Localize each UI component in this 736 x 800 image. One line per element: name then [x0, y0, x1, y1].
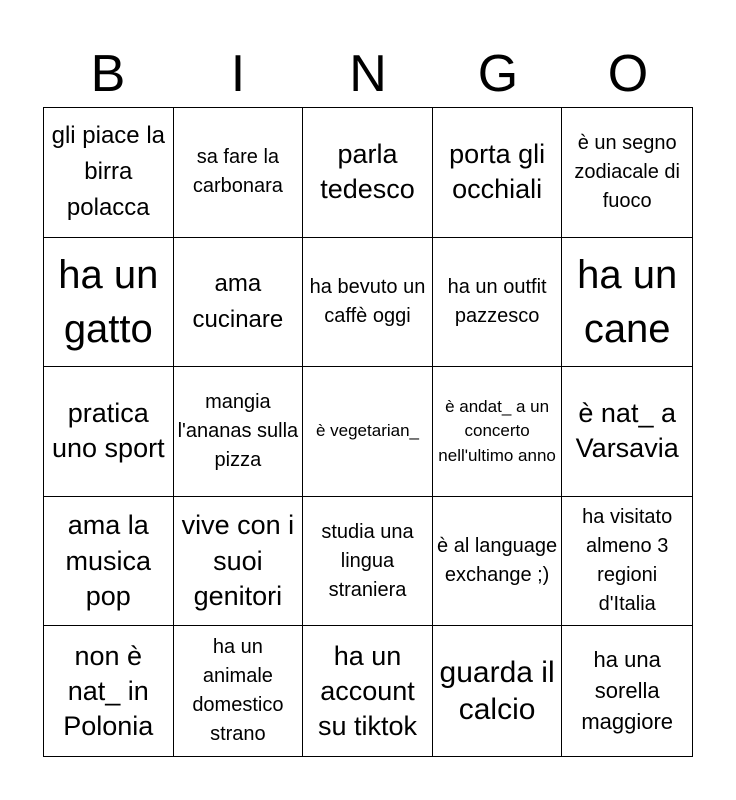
bingo-cell[interactable]: parla tedesco: [303, 108, 433, 238]
bingo-cell[interactable]: pratica uno sport: [44, 367, 174, 497]
bingo-cell[interactable]: è nat_ a Varsavia: [562, 367, 692, 497]
header-letter-o: O: [607, 45, 649, 103]
bingo-cell[interactable]: ha visitato almeno 3 regioni d'Italia: [562, 497, 692, 627]
bingo-cell[interactable]: ha una sorella maggiore: [581, 647, 674, 734]
bingo-header: [43, 40, 693, 108]
bingo-cell[interactable]: ha un gatto: [44, 238, 174, 368]
bingo-cell[interactable]: studia una lingua straniera: [303, 497, 433, 627]
bingo-cell[interactable]: sa fare la carbonara: [174, 108, 304, 238]
header-letter-i: I: [230, 45, 246, 103]
bingo-cell[interactable]: non è nat_ in Polonia: [44, 626, 174, 756]
bingo-cell[interactable]: è vegetarian_: [303, 367, 433, 497]
bingo-cell[interactable]: ama cucinare: [174, 238, 304, 368]
bingo-cell[interactable]: ha un cane: [562, 238, 692, 368]
bingo-cell[interactable]: guarda il calcio: [433, 626, 563, 756]
header-letter-g: G: [477, 45, 519, 103]
bingo-cell[interactable]: ha un outfit pazzesco: [433, 238, 563, 368]
header-letter-n: N: [349, 45, 387, 103]
bingo-grid: [43, 107, 693, 757]
bingo-cell[interactable]: ha bevuto un caffè oggi: [303, 238, 433, 368]
bingo-cell[interactable]: è andat_ a un concerto nell'ultimo anno: [433, 367, 563, 497]
bingo-cell[interactable]: è al language exchange ;): [433, 497, 563, 627]
bingo-cell[interactable]: ha un animale domestico strano: [174, 626, 304, 756]
bingo-cell[interactable]: gli piace la birra polacca: [44, 108, 174, 238]
bingo-cell[interactable]: è un segno zodiacale di fuoco: [562, 108, 692, 238]
bingo-cell[interactable]: ama la musica pop: [44, 497, 174, 627]
header-letter-b: B: [90, 45, 126, 103]
bingo-cell[interactable]: ha un account su tiktok: [303, 626, 433, 756]
bingo-cell[interactable]: vive con i suoi genitori: [174, 497, 304, 627]
bingo-cell[interactable]: mangia l'ananas sulla pizza: [174, 367, 304, 497]
bingo-cell[interactable]: porta gli occhiali: [433, 108, 563, 238]
